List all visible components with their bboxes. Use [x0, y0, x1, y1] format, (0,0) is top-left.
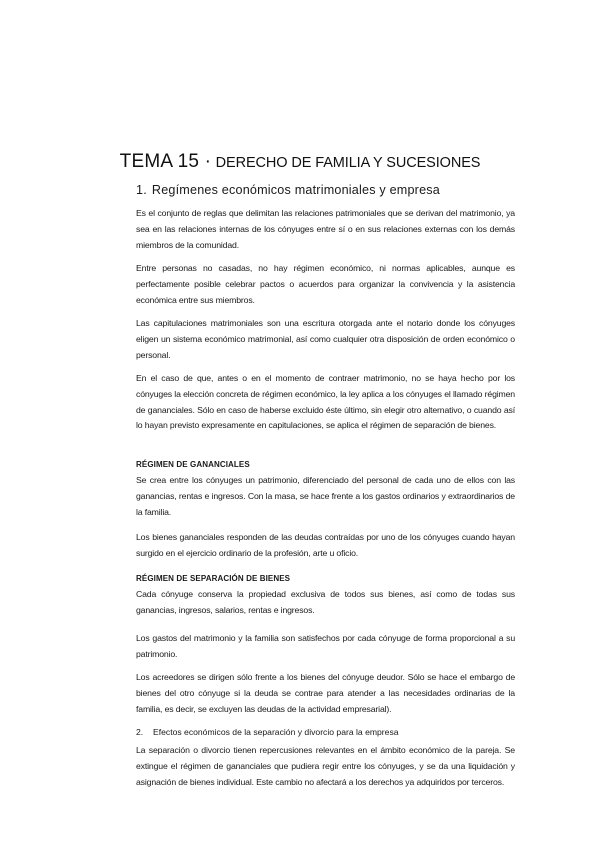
- paragraph-definition: Es el conjunto de reglas que delimitan las relaciones patrimoniales que se derivan del matrimonio, ya sea en las relaciones internas de los cónyuges entre sí o en sus relaciones externas con los demás miembros de la comunidad.: [136, 208, 515, 250]
- paragraph-separacion-3: Los acreedores se dirigen sólo frente a los bienes del cónyuge deudor. Sólo se hace el embargo de bienes del otro cónyuge si la deuda se contrae para atender a las necesidades ordinarias de la familia, es decir, se excluyen las deudas de la actividad empresarial).: [136, 672, 515, 714]
- paragraph-separacion-1: Cada cónyuge conserva la propiedad exclusiva de todos sus bienes, así como de todas sus ganancias, ingresos, salarios, rentas e ingresos.: [136, 589, 515, 615]
- section-2-heading: [136, 727, 399, 737]
- title-subject: DERECHO DE FAMILIA Y SUCESIONES: [215, 155, 481, 171]
- heading-separacion: RÉGIMEN DE SEPARACIÓN DE BIENES: [136, 574, 291, 583]
- paragraph-no-casadas: Entre personas no casadas, no hay régimen económico, ni normas aplicables, aunque es perfectamente posible celebrar pactos o acuerdos para organizar la convivencia y la asistencia económica entre sus miembros.: [136, 263, 515, 305]
- section-1-title: Regímenes económicos matrimoniales y empresa: [151, 183, 440, 197]
- paragraph-gananciales-1: Se crea entre los cónyuges un patrimonio, diferenciado del personal de cada uno de ellos con las ganancias, rentas e ingresos. Con la masa, se hace frente a los gastos ordinarios y extraordinarios de la familia.: [136, 475, 515, 517]
- paragraph-gananciales-2: Los bienes gananciales responden de las deudas contraídas por uno de los cónyuges cuando hayan surgido en el ejercicio ordinario de la profesión, arte u oficio.: [136, 532, 515, 558]
- section-2-number: 2.: [136, 727, 144, 737]
- page-title: [0, 151, 600, 173]
- heading-gananciales: RÉGIMEN DE GANANCIALES: [136, 460, 250, 469]
- paragraph-regimen-legal: En el caso de que, antes o en el momento de contraer matrimonio, no se haya hecho por los cónyuges la elección concreta de régimen económico, la ley aplica a los cónyuges el llamado régimen de gananciales. Sólo en caso de haberse excluido éste último, sin elegir otro alternativo, o cuando así lo hayan previsto expresamente en capitulaciones, se aplica el régimen de separación de bienes.: [136, 373, 515, 431]
- section-1-heading: [136, 183, 440, 197]
- paragraph-separacion-2: Los gastos del matrimonio y la familia son satisfechos por cada cónyuge de forma proporcional a su patrimonio.: [136, 633, 515, 659]
- section-1-number: 1.: [136, 183, 147, 197]
- section-2-title: Efectos económicos de la separación y divorcio para la empresa: [153, 727, 399, 737]
- title-number: TEMA 15 ·: [119, 151, 212, 172]
- paragraph-separacion-divorcio: La separación o divorcio tienen repercusiones relevantes en el ámbito económico de la pareja. Se extingue el régimen de gananciales que pudiera regir entre los cónyuges, y se da una liquidación y asignación de bienes individual. Este cambio no afectará a los derechos ya adquiridos por terceros.: [136, 745, 515, 787]
- paragraph-capitulaciones: Las capitulaciones matrimoniales son una escritura otorgada ante el notario donde los cónyuges eligen un sistema económico matrimonial, así como cualquier otra disposición de orden económico o personal.: [136, 318, 515, 360]
